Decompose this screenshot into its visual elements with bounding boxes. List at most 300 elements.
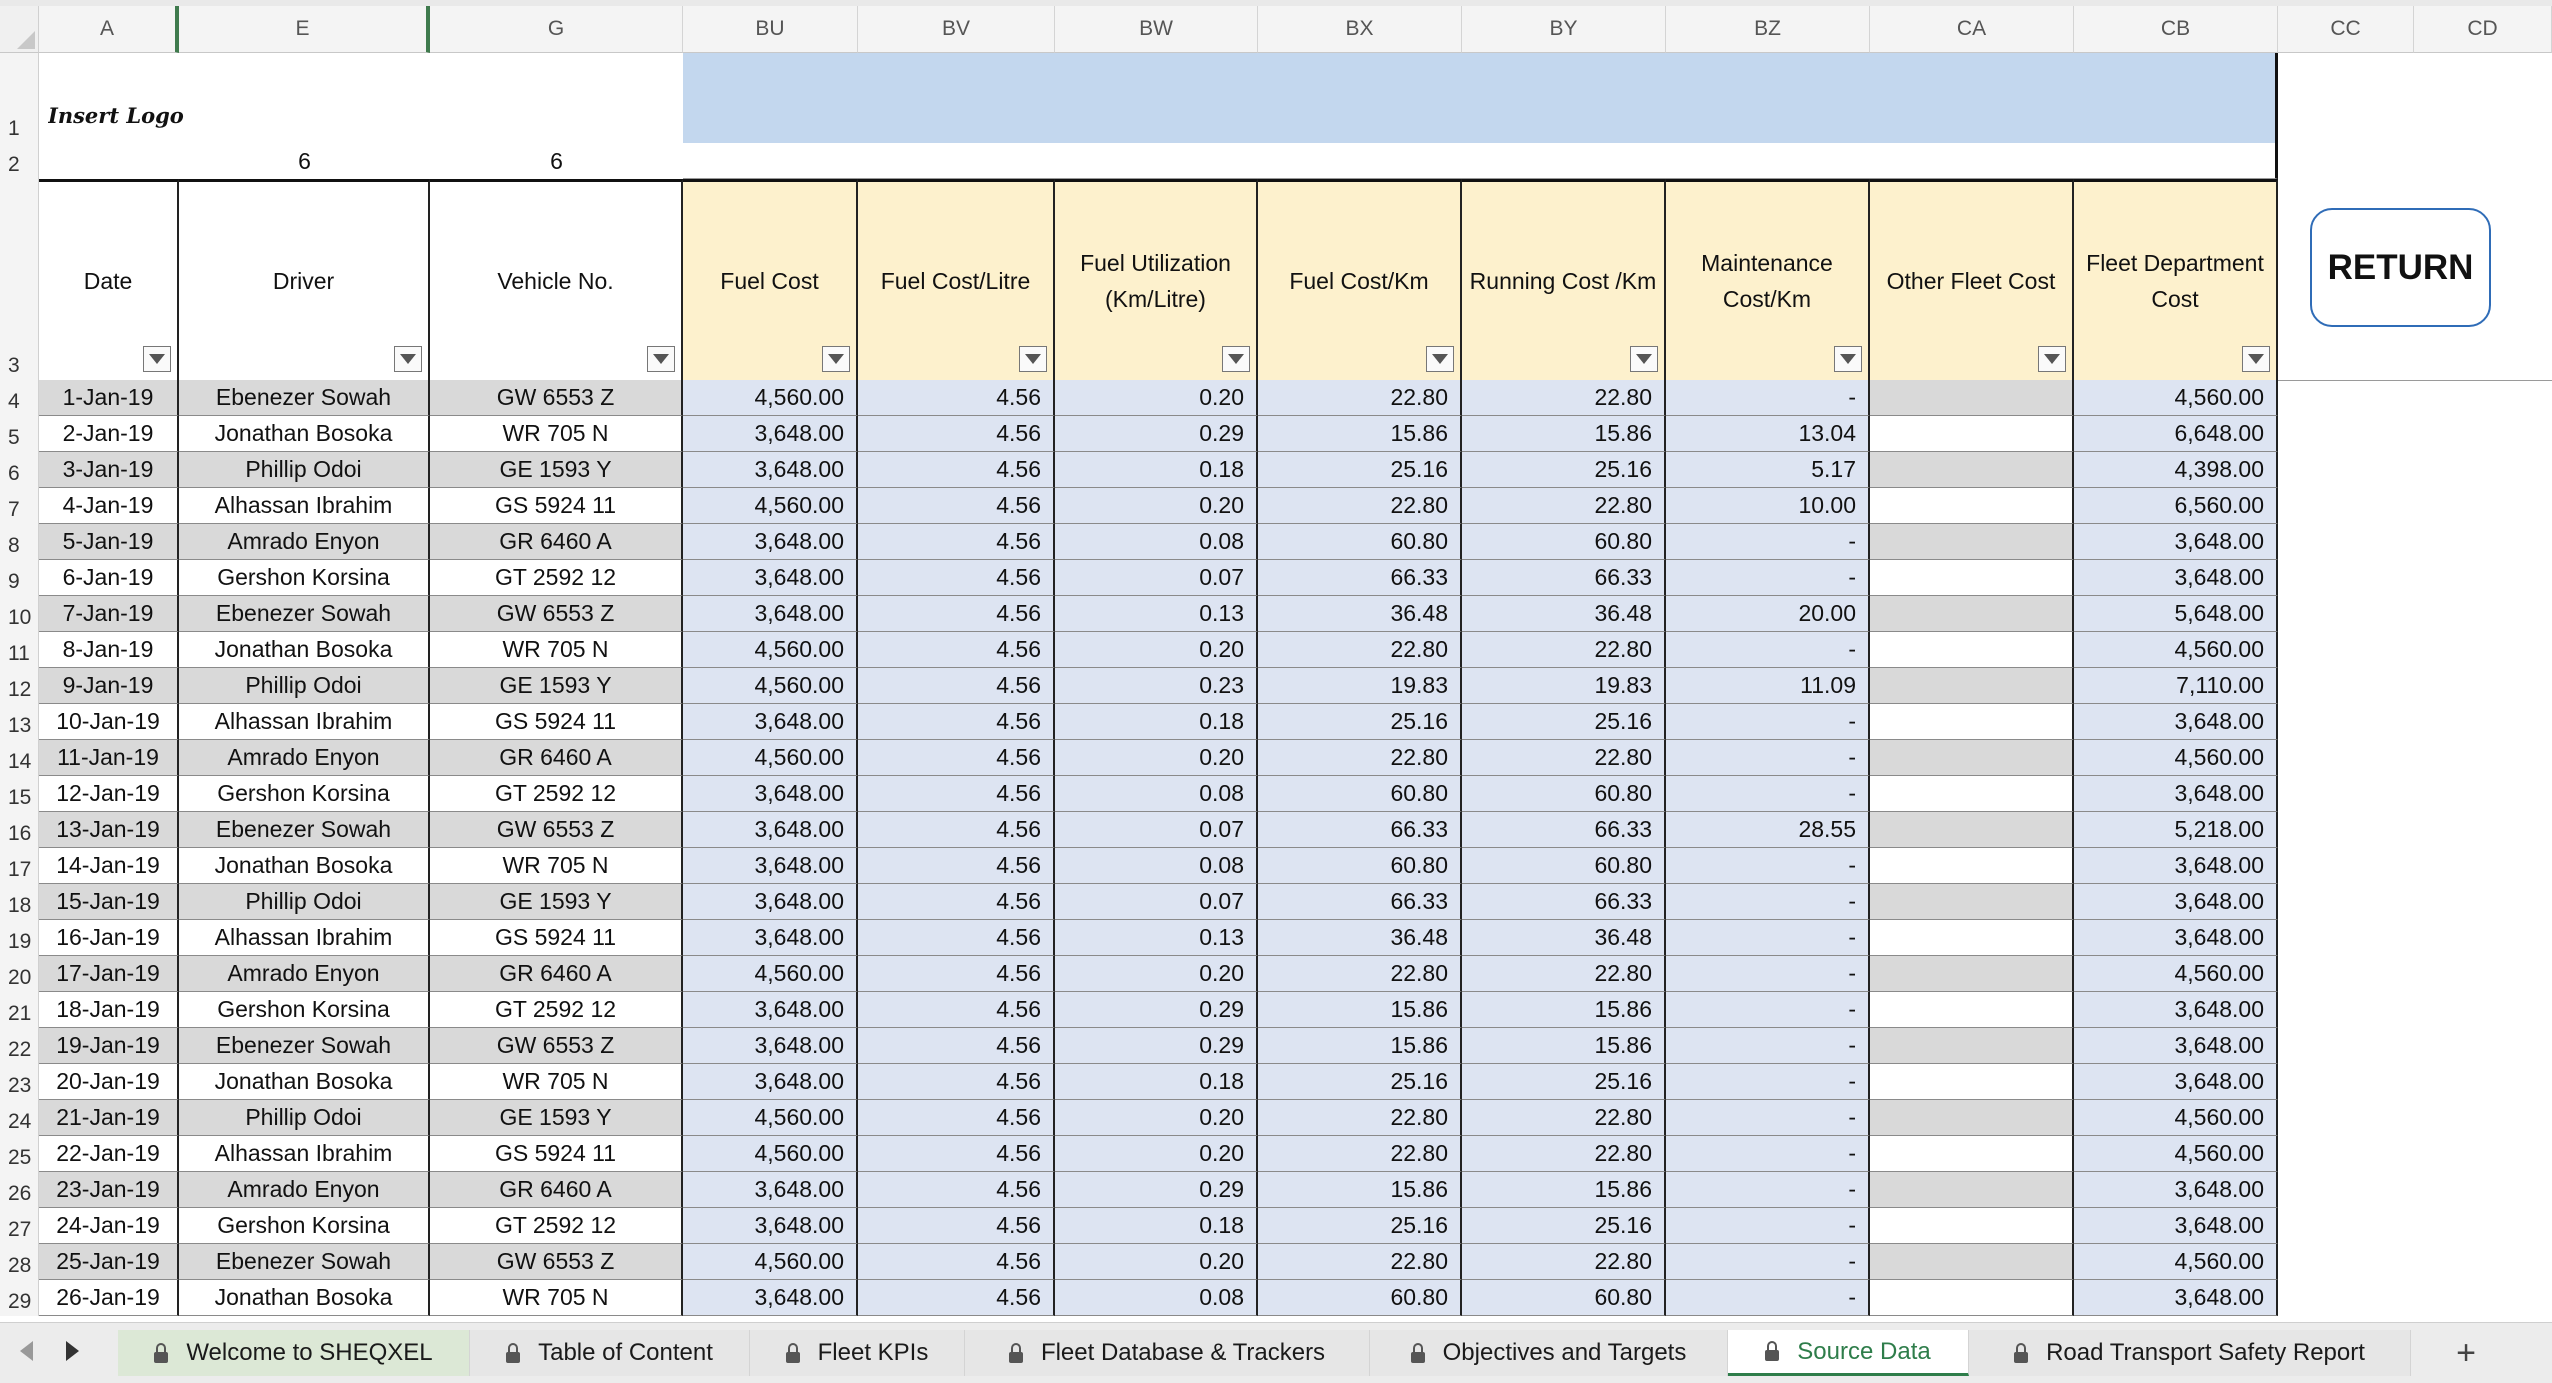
column-header-bu[interactable]: BU xyxy=(683,6,858,53)
cell-date[interactable]: 12-Jan-19 xyxy=(39,776,179,812)
cell-dept[interactable]: 7,110.00 xyxy=(2074,668,2278,704)
cell-other[interactable] xyxy=(1870,1136,2074,1172)
cell-run-km[interactable]: 19.83 xyxy=(1462,668,1666,704)
cell-maint[interactable]: - xyxy=(1666,380,1870,416)
column-header-by[interactable]: BY xyxy=(1462,6,1666,53)
cell-other[interactable] xyxy=(1870,1064,2074,1100)
cell-fuel-litre[interactable]: 4.56 xyxy=(858,560,1055,596)
cell-driver[interactable]: Amrado Enyon xyxy=(179,956,430,992)
row-header-4[interactable]: 4 xyxy=(0,380,39,416)
cell-fuel-litre[interactable]: 4.56 xyxy=(858,704,1055,740)
cell-vehicle[interactable]: GS 5924 11 xyxy=(430,488,683,524)
cell-fuel-cost[interactable]: 4,560.00 xyxy=(683,632,858,668)
cell-driver[interactable]: Phillip Odoi xyxy=(179,1100,430,1136)
cell-run-km[interactable]: 22.80 xyxy=(1462,1244,1666,1280)
row-header-28[interactable]: 28 xyxy=(0,1244,39,1280)
cell-fuel-km[interactable]: 66.33 xyxy=(1258,884,1462,920)
row-header-19[interactable]: 19 xyxy=(0,920,39,956)
cell-date[interactable]: 23-Jan-19 xyxy=(39,1172,179,1208)
cell-dept[interactable]: 5,648.00 xyxy=(2074,596,2278,632)
cell-vehicle[interactable]: GR 6460 A xyxy=(430,524,683,560)
cell-date[interactable]: 2-Jan-19 xyxy=(39,416,179,452)
cell-driver[interactable]: Jonathan Bosoka xyxy=(179,416,430,452)
cell-date[interactable]: 8-Jan-19 xyxy=(39,632,179,668)
cell-fuel-cost[interactable]: 3,648.00 xyxy=(683,1028,858,1064)
cell-fuel-litre[interactable]: 4.56 xyxy=(858,668,1055,704)
column-header-bz[interactable]: BZ xyxy=(1666,6,1870,53)
cell-other[interactable] xyxy=(1870,956,2074,992)
cell-fuel-km[interactable]: 36.48 xyxy=(1258,596,1462,632)
row-header-26[interactable]: 26 xyxy=(0,1172,39,1208)
cell-fuel-litre[interactable]: 4.56 xyxy=(858,416,1055,452)
row-header-7[interactable]: 7 xyxy=(0,488,39,524)
cell-fuel-km[interactable]: 22.80 xyxy=(1258,632,1462,668)
cell-dept[interactable]: 3,648.00 xyxy=(2074,1028,2278,1064)
cell-driver[interactable]: Jonathan Bosoka xyxy=(179,1280,430,1316)
cell-fuel-km[interactable]: 15.86 xyxy=(1258,416,1462,452)
cell-util[interactable]: 0.20 xyxy=(1055,632,1258,668)
cell-util[interactable]: 0.08 xyxy=(1055,776,1258,812)
add-sheet-button[interactable]: + xyxy=(2456,1333,2476,1372)
column-header-cb[interactable]: CB xyxy=(2074,6,2278,53)
column-header-g[interactable]: G xyxy=(430,6,683,53)
row-header-14[interactable]: 14 xyxy=(0,740,39,776)
cell-date[interactable]: 18-Jan-19 xyxy=(39,992,179,1028)
cell-other[interactable] xyxy=(1870,1028,2074,1064)
cell-date[interactable]: 25-Jan-19 xyxy=(39,1244,179,1280)
cell-driver[interactable]: Ebenezer Sowah xyxy=(179,1244,430,1280)
column-header-a[interactable]: A xyxy=(39,6,179,53)
row-header-22[interactable]: 22 xyxy=(0,1028,39,1064)
cell-date[interactable]: 26-Jan-19 xyxy=(39,1280,179,1316)
cell-dept[interactable]: 3,648.00 xyxy=(2074,1064,2278,1100)
cell-driver[interactable]: Ebenezer Sowah xyxy=(179,380,430,416)
cell-maint[interactable]: - xyxy=(1666,776,1870,812)
cell-driver[interactable]: Alhassan Ibrahim xyxy=(179,920,430,956)
cell-maint[interactable]: 28.55 xyxy=(1666,812,1870,848)
filter-dropdown-icon[interactable] xyxy=(2242,346,2270,372)
cell-maint[interactable]: - xyxy=(1666,632,1870,668)
cell-fuel-cost[interactable]: 3,648.00 xyxy=(683,416,858,452)
cell-vehicle[interactable]: GR 6460 A xyxy=(430,956,683,992)
cell-maint[interactable]: 11.09 xyxy=(1666,668,1870,704)
row-header-25[interactable]: 25 xyxy=(0,1136,39,1172)
cell-date[interactable]: 22-Jan-19 xyxy=(39,1136,179,1172)
cell-fuel-litre[interactable]: 4.56 xyxy=(858,776,1055,812)
cell-fuel-cost[interactable]: 4,560.00 xyxy=(683,1136,858,1172)
cell-dept[interactable]: 3,648.00 xyxy=(2074,560,2278,596)
cell-vehicle[interactable]: GS 5924 11 xyxy=(430,704,683,740)
cell-other[interactable] xyxy=(1870,848,2074,884)
sheet-tab-4[interactable] xyxy=(965,1330,1370,1376)
cell-dept[interactable]: 6,560.00 xyxy=(2074,488,2278,524)
cell-date[interactable]: 20-Jan-19 xyxy=(39,1064,179,1100)
cell-maint[interactable]: - xyxy=(1666,956,1870,992)
cell-run-km[interactable]: 60.80 xyxy=(1462,848,1666,884)
cell-dept[interactable]: 6,648.00 xyxy=(2074,416,2278,452)
row-header-12[interactable]: 12 xyxy=(0,668,39,704)
cell-run-km[interactable]: 22.80 xyxy=(1462,488,1666,524)
cell-fuel-cost[interactable]: 4,560.00 xyxy=(683,488,858,524)
cell-run-km[interactable]: 15.86 xyxy=(1462,992,1666,1028)
cell-util[interactable]: 0.29 xyxy=(1055,416,1258,452)
cell-date[interactable]: 1-Jan-19 xyxy=(39,380,179,416)
row-header-18[interactable]: 18 xyxy=(0,884,39,920)
cell-util[interactable]: 0.20 xyxy=(1055,956,1258,992)
cell-vehicle[interactable]: GE 1593 Y xyxy=(430,884,683,920)
row-header-2[interactable]: 2 xyxy=(0,143,39,179)
filter-dropdown-icon[interactable] xyxy=(1630,346,1658,372)
cell-fuel-km[interactable]: 25.16 xyxy=(1258,704,1462,740)
cell-fuel-litre[interactable]: 4.56 xyxy=(858,1100,1055,1136)
cell-driver[interactable]: Ebenezer Sowah xyxy=(179,812,430,848)
cell-date[interactable]: 13-Jan-19 xyxy=(39,812,179,848)
row-header-1[interactable]: 1 xyxy=(0,53,39,143)
sheet-tab-5[interactable] xyxy=(1370,1330,1728,1376)
cell-other[interactable] xyxy=(1870,1100,2074,1136)
sheet-tab-3[interactable] xyxy=(750,1330,965,1376)
cell-vehicle[interactable]: GT 2592 12 xyxy=(430,1208,683,1244)
cell-util[interactable]: 0.20 xyxy=(1055,1100,1258,1136)
filter-dropdown-icon[interactable] xyxy=(1019,346,1047,372)
cell-fuel-km[interactable]: 60.80 xyxy=(1258,1280,1462,1316)
cell-fuel-cost[interactable]: 3,648.00 xyxy=(683,452,858,488)
cell-driver[interactable]: Alhassan Ibrahim xyxy=(179,488,430,524)
filter-dropdown-icon[interactable] xyxy=(2038,346,2066,372)
cell-vehicle[interactable]: GW 6553 Z xyxy=(430,1028,683,1064)
cell-vehicle[interactable]: GE 1593 Y xyxy=(430,1100,683,1136)
cell-fuel-km[interactable]: 22.80 xyxy=(1258,740,1462,776)
cell-other[interactable] xyxy=(1870,920,2074,956)
cell-fuel-cost[interactable]: 3,648.00 xyxy=(683,1064,858,1100)
row-header-17[interactable]: 17 xyxy=(0,848,39,884)
cell-fuel-cost[interactable]: 3,648.00 xyxy=(683,1208,858,1244)
row-header-29[interactable]: 29 xyxy=(0,1280,39,1316)
cell-vehicle[interactable]: GW 6553 Z xyxy=(430,812,683,848)
cell-date[interactable]: 7-Jan-19 xyxy=(39,596,179,632)
column-header-bx[interactable]: BX xyxy=(1258,6,1462,53)
cell-util[interactable]: 0.18 xyxy=(1055,1064,1258,1100)
select-all-corner[interactable] xyxy=(0,6,39,53)
cell-fuel-cost[interactable]: 3,648.00 xyxy=(683,596,858,632)
cell-run-km[interactable]: 22.80 xyxy=(1462,1136,1666,1172)
cell-date[interactable]: 6-Jan-19 xyxy=(39,560,179,596)
row-header-5[interactable]: 5 xyxy=(0,416,39,452)
cell-fuel-litre[interactable]: 4.56 xyxy=(858,992,1055,1028)
cell-fuel-km[interactable]: 22.80 xyxy=(1258,380,1462,416)
cell-maint[interactable]: - xyxy=(1666,1244,1870,1280)
cell-maint[interactable]: - xyxy=(1666,704,1870,740)
row-header-13[interactable]: 13 xyxy=(0,704,39,740)
cell-run-km[interactable]: 66.33 xyxy=(1462,884,1666,920)
cell-date[interactable]: 3-Jan-19 xyxy=(39,452,179,488)
cell-fuel-cost[interactable]: 3,648.00 xyxy=(683,1280,858,1316)
cell-util[interactable]: 0.29 xyxy=(1055,1172,1258,1208)
cell-maint[interactable]: - xyxy=(1666,1172,1870,1208)
cell-driver[interactable]: Jonathan Bosoka xyxy=(179,1064,430,1100)
cell-dept[interactable]: 4,560.00 xyxy=(2074,380,2278,416)
cell-util[interactable]: 0.07 xyxy=(1055,812,1258,848)
cell-fuel-km[interactable]: 25.16 xyxy=(1258,1208,1462,1244)
cell-run-km[interactable]: 66.33 xyxy=(1462,560,1666,596)
cell-fuel-km[interactable]: 60.80 xyxy=(1258,524,1462,560)
cell-fuel-km[interactable]: 15.86 xyxy=(1258,1172,1462,1208)
cell-fuel-cost[interactable]: 3,648.00 xyxy=(683,884,858,920)
cell-fuel-litre[interactable]: 4.56 xyxy=(858,848,1055,884)
cell-util[interactable]: 0.29 xyxy=(1055,992,1258,1028)
cell-dept[interactable]: 3,648.00 xyxy=(2074,704,2278,740)
cell-maint[interactable]: 13.04 xyxy=(1666,416,1870,452)
cell-maint[interactable]: - xyxy=(1666,920,1870,956)
cell-fuel-km[interactable]: 22.80 xyxy=(1258,956,1462,992)
cell-fuel-km[interactable]: 15.86 xyxy=(1258,992,1462,1028)
cell-fuel-litre[interactable]: 4.56 xyxy=(858,380,1055,416)
cell-dept[interactable]: 3,648.00 xyxy=(2074,1208,2278,1244)
cell-date[interactable]: 10-Jan-19 xyxy=(39,704,179,740)
cell-fuel-litre[interactable]: 4.56 xyxy=(858,1280,1055,1316)
cell-fuel-cost[interactable]: 3,648.00 xyxy=(683,848,858,884)
cell-fuel-litre[interactable]: 4.56 xyxy=(858,884,1055,920)
cell-dept[interactable]: 3,648.00 xyxy=(2074,524,2278,560)
cell-driver[interactable]: Gershon Korsina xyxy=(179,1208,430,1244)
cell-run-km[interactable]: 22.80 xyxy=(1462,380,1666,416)
filter-dropdown-icon[interactable] xyxy=(394,346,422,372)
sheet-tab-2[interactable] xyxy=(470,1330,750,1376)
cell-driver[interactable]: Ebenezer Sowah xyxy=(179,596,430,632)
cell-fuel-km[interactable]: 19.83 xyxy=(1258,668,1462,704)
cell-fuel-cost[interactable]: 3,648.00 xyxy=(683,992,858,1028)
cell-run-km[interactable]: 22.80 xyxy=(1462,956,1666,992)
cell-other[interactable] xyxy=(1870,524,2074,560)
row-header-23[interactable]: 23 xyxy=(0,1064,39,1100)
cell-vehicle[interactable]: GT 2592 12 xyxy=(430,992,683,1028)
cell-fuel-cost[interactable]: 3,648.00 xyxy=(683,812,858,848)
cell-vehicle[interactable]: GW 6553 Z xyxy=(430,1244,683,1280)
cell-util[interactable]: 0.20 xyxy=(1055,380,1258,416)
row-header-8[interactable]: 8 xyxy=(0,524,39,560)
cell-fuel-km[interactable]: 22.80 xyxy=(1258,488,1462,524)
cell-other[interactable] xyxy=(1870,884,2074,920)
cell-maint[interactable]: 20.00 xyxy=(1666,596,1870,632)
cell-driver[interactable]: Alhassan Ibrahim xyxy=(179,704,430,740)
cell-maint[interactable]: - xyxy=(1666,1028,1870,1064)
cell-fuel-cost[interactable]: 4,560.00 xyxy=(683,380,858,416)
filter-dropdown-icon[interactable] xyxy=(1834,346,1862,372)
cell-driver[interactable]: Amrado Enyon xyxy=(179,1172,430,1208)
cell-util[interactable]: 0.13 xyxy=(1055,920,1258,956)
cell-fuel-litre[interactable]: 4.56 xyxy=(858,1244,1055,1280)
cell-driver[interactable]: Ebenezer Sowah xyxy=(179,1028,430,1064)
row-header-6[interactable]: 6 xyxy=(0,452,39,488)
cell-util[interactable]: 0.23 xyxy=(1055,668,1258,704)
cell-run-km[interactable]: 66.33 xyxy=(1462,812,1666,848)
cell-util[interactable]: 0.18 xyxy=(1055,704,1258,740)
row-header-9[interactable]: 9 xyxy=(0,560,39,596)
cell-driver[interactable]: Phillip Odoi xyxy=(179,668,430,704)
cell-run-km[interactable]: 36.48 xyxy=(1462,920,1666,956)
cell-util[interactable]: 0.07 xyxy=(1055,560,1258,596)
cell-other[interactable] xyxy=(1870,488,2074,524)
cell-fuel-litre[interactable]: 4.56 xyxy=(858,1136,1055,1172)
cell-run-km[interactable]: 22.80 xyxy=(1462,632,1666,668)
cell-dept[interactable]: 4,560.00 xyxy=(2074,740,2278,776)
cell-vehicle[interactable]: GR 6460 A xyxy=(430,740,683,776)
cell-dept[interactable]: 4,560.00 xyxy=(2074,632,2278,668)
cell-fuel-litre[interactable]: 4.56 xyxy=(858,524,1055,560)
row-header-16[interactable]: 16 xyxy=(0,812,39,848)
sheet-tab-6[interactable] xyxy=(1728,1330,1969,1376)
cell-date[interactable]: 11-Jan-19 xyxy=(39,740,179,776)
cell-util[interactable]: 0.18 xyxy=(1055,1208,1258,1244)
cell-run-km[interactable]: 25.16 xyxy=(1462,1064,1666,1100)
cell-other[interactable] xyxy=(1870,704,2074,740)
cell-date[interactable]: 5-Jan-19 xyxy=(39,524,179,560)
row-header-10[interactable]: 10 xyxy=(0,596,39,632)
cell-date[interactable]: 24-Jan-19 xyxy=(39,1208,179,1244)
cell-maint[interactable]: - xyxy=(1666,1064,1870,1100)
cell-fuel-cost[interactable]: 3,648.00 xyxy=(683,560,858,596)
cell-other[interactable] xyxy=(1870,992,2074,1028)
cell-dept[interactable]: 3,648.00 xyxy=(2074,884,2278,920)
cell-fuel-km[interactable]: 66.33 xyxy=(1258,812,1462,848)
cell-other[interactable] xyxy=(1870,740,2074,776)
cell-driver[interactable]: Jonathan Bosoka xyxy=(179,632,430,668)
cell-util[interactable]: 0.20 xyxy=(1055,488,1258,524)
cell-run-km[interactable]: 25.16 xyxy=(1462,1208,1666,1244)
cell-other[interactable] xyxy=(1870,1208,2074,1244)
cell-fuel-km[interactable]: 36.48 xyxy=(1258,920,1462,956)
cell-other[interactable] xyxy=(1870,452,2074,488)
cell-dept[interactable]: 3,648.00 xyxy=(2074,992,2278,1028)
cell-driver[interactable]: Gershon Korsina xyxy=(179,776,430,812)
cell-maint[interactable]: - xyxy=(1666,740,1870,776)
cell-run-km[interactable]: 60.80 xyxy=(1462,1280,1666,1316)
cell-run-km[interactable]: 25.16 xyxy=(1462,704,1666,740)
column-header-ca[interactable]: CA xyxy=(1870,6,2074,53)
cell-fuel-litre[interactable]: 4.56 xyxy=(858,1028,1055,1064)
cell-other[interactable] xyxy=(1870,632,2074,668)
cell-other[interactable] xyxy=(1870,596,2074,632)
cell-driver[interactable]: Gershon Korsina xyxy=(179,992,430,1028)
column-header-bw[interactable]: BW xyxy=(1055,6,1258,53)
insert-logo-placeholder[interactable]: Insert Logo xyxy=(48,102,184,128)
cell-fuel-litre[interactable]: 4.56 xyxy=(858,920,1055,956)
cell-fuel-litre[interactable]: 4.56 xyxy=(858,812,1055,848)
cell-date[interactable]: 16-Jan-19 xyxy=(39,920,179,956)
cell-util[interactable]: 0.20 xyxy=(1055,1244,1258,1280)
cell-dept[interactable]: 3,648.00 xyxy=(2074,920,2278,956)
cell-dept[interactable]: 3,648.00 xyxy=(2074,1280,2278,1316)
cell-fuel-cost[interactable]: 3,648.00 xyxy=(683,1172,858,1208)
cell-vehicle[interactable]: GE 1593 Y xyxy=(430,452,683,488)
cell-maint[interactable]: - xyxy=(1666,884,1870,920)
cell-maint[interactable]: - xyxy=(1666,560,1870,596)
cell-fuel-km[interactable]: 25.16 xyxy=(1258,1064,1462,1100)
cell-maint[interactable]: - xyxy=(1666,992,1870,1028)
filter-dropdown-icon[interactable] xyxy=(822,346,850,372)
cell-other[interactable] xyxy=(1870,812,2074,848)
cell-vehicle[interactable]: GW 6553 Z xyxy=(430,596,683,632)
cell-driver[interactable]: Jonathan Bosoka xyxy=(179,848,430,884)
cell-fuel-cost[interactable]: 4,560.00 xyxy=(683,740,858,776)
cell-maint[interactable]: - xyxy=(1666,848,1870,884)
cell-other[interactable] xyxy=(1870,776,2074,812)
cell-vehicle[interactable]: WR 705 N xyxy=(430,1280,683,1316)
row-header-15[interactable]: 15 xyxy=(0,776,39,812)
row-header-24[interactable]: 24 xyxy=(0,1100,39,1136)
cell-run-km[interactable]: 60.80 xyxy=(1462,776,1666,812)
cell-driver[interactable]: Amrado Enyon xyxy=(179,740,430,776)
return-button[interactable]: RETURN xyxy=(2310,208,2491,327)
cell-run-km[interactable]: 60.80 xyxy=(1462,524,1666,560)
cell-driver[interactable]: Phillip Odoi xyxy=(179,884,430,920)
cell-fuel-cost[interactable]: 4,560.00 xyxy=(683,956,858,992)
cell-other[interactable] xyxy=(1870,1244,2074,1280)
cell-fuel-cost[interactable]: 4,560.00 xyxy=(683,668,858,704)
cell-maint[interactable]: - xyxy=(1666,1208,1870,1244)
cell-fuel-litre[interactable]: 4.56 xyxy=(858,1172,1055,1208)
column-header-bv[interactable]: BV xyxy=(858,6,1055,53)
cell-fuel-litre[interactable]: 4.56 xyxy=(858,1208,1055,1244)
cell-fuel-litre[interactable]: 4.56 xyxy=(858,452,1055,488)
cell-util[interactable]: 0.08 xyxy=(1055,1280,1258,1316)
cell-vehicle[interactable]: GW 6553 Z xyxy=(430,380,683,416)
cell-util[interactable]: 0.20 xyxy=(1055,740,1258,776)
cell-vehicle[interactable]: GR 6460 A xyxy=(430,1172,683,1208)
cell-other[interactable] xyxy=(1870,668,2074,704)
cell-maint[interactable]: - xyxy=(1666,524,1870,560)
cell-fuel-cost[interactable]: 3,648.00 xyxy=(683,776,858,812)
cell-date[interactable]: 14-Jan-19 xyxy=(39,848,179,884)
cell-other[interactable] xyxy=(1870,380,2074,416)
cell-util[interactable]: 0.07 xyxy=(1055,884,1258,920)
cell-fuel-km[interactable]: 66.33 xyxy=(1258,560,1462,596)
cell-fuel-litre[interactable]: 4.56 xyxy=(858,596,1055,632)
cell-other[interactable] xyxy=(1870,416,2074,452)
row-header-21[interactable]: 21 xyxy=(0,992,39,1028)
cell-fuel-cost[interactable]: 3,648.00 xyxy=(683,704,858,740)
cell-util[interactable]: 0.08 xyxy=(1055,524,1258,560)
row-header-27[interactable]: 27 xyxy=(0,1208,39,1244)
cell-dept[interactable]: 4,398.00 xyxy=(2074,452,2278,488)
cell-date[interactable]: 4-Jan-19 xyxy=(39,488,179,524)
row-header-3[interactable]: 3 xyxy=(0,179,39,380)
sheet-tab-1[interactable] xyxy=(118,1330,470,1376)
cell-other[interactable] xyxy=(1870,560,2074,596)
cell-vehicle[interactable]: GS 5924 11 xyxy=(430,1136,683,1172)
cell-vehicle[interactable]: WR 705 N xyxy=(430,1064,683,1100)
cell-util[interactable]: 0.29 xyxy=(1055,1028,1258,1064)
cell-dept[interactable]: 5,218.00 xyxy=(2074,812,2278,848)
row-header-20[interactable]: 20 xyxy=(0,956,39,992)
cell-util[interactable]: 0.18 xyxy=(1055,452,1258,488)
row-header-11[interactable]: 11 xyxy=(0,632,39,668)
cell-fuel-cost[interactable]: 3,648.00 xyxy=(683,524,858,560)
cell-date[interactable]: 19-Jan-19 xyxy=(39,1028,179,1064)
cell-util[interactable]: 0.20 xyxy=(1055,1136,1258,1172)
cell-date[interactable]: 17-Jan-19 xyxy=(39,956,179,992)
cell-fuel-km[interactable]: 60.80 xyxy=(1258,848,1462,884)
cell-date[interactable]: 15-Jan-19 xyxy=(39,884,179,920)
cell-driver[interactable]: Phillip Odoi xyxy=(179,452,430,488)
cell-driver[interactable]: Alhassan Ibrahim xyxy=(179,1136,430,1172)
cell-fuel-cost[interactable]: 4,560.00 xyxy=(683,1100,858,1136)
cell-fuel-km[interactable]: 15.86 xyxy=(1258,1028,1462,1064)
sheet-tab-7[interactable] xyxy=(1969,1330,2411,1376)
column-header-cc[interactable]: CC xyxy=(2278,6,2414,53)
cell-maint[interactable]: - xyxy=(1666,1136,1870,1172)
column-header-cd[interactable]: CD xyxy=(2414,6,2552,53)
